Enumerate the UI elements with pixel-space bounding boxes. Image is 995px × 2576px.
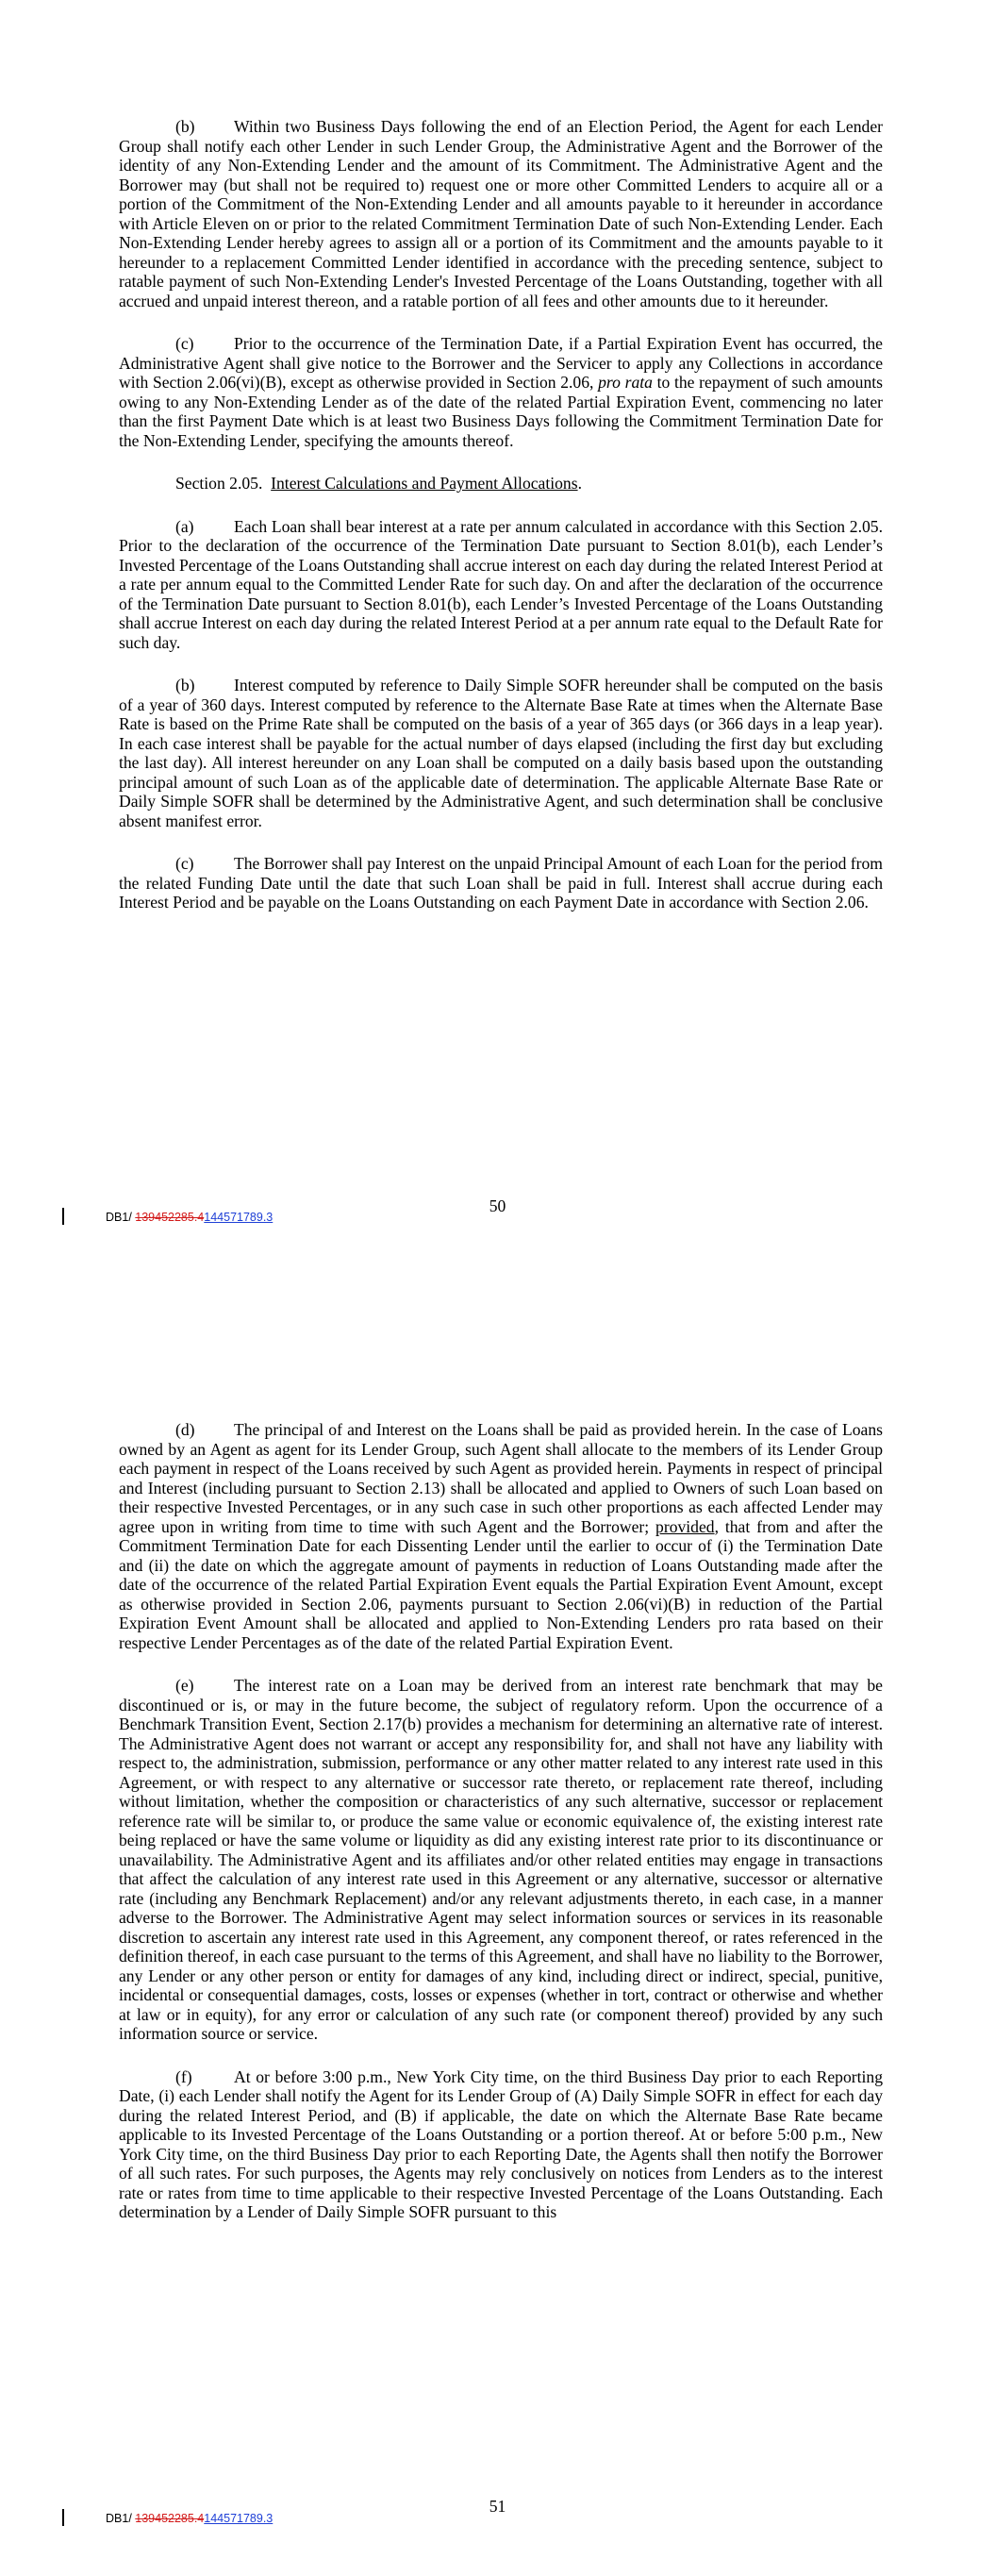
- footer-inserted-id: 144571789.3: [204, 1211, 274, 1224]
- document-page-50: [0, 0, 995, 1255]
- paragraph-f: [119, 2067, 883, 2222]
- paragraph-c: [119, 334, 883, 450]
- paragraph-label: (c): [175, 854, 194, 873]
- paragraph-b-interest: [119, 676, 883, 830]
- section-heading: [119, 474, 883, 493]
- footer-prefix: DB1/: [106, 1211, 136, 1224]
- italic-term: pro rata: [598, 373, 653, 392]
- paragraph-label: (f): [175, 2066, 192, 2086]
- paragraph-text: Interest computed by reference to Daily Simple SOFR hereunder shall be computed on the basis of a year of 360 days. Interest computed by reference to the Alternate Base Rate at times when the Alternate Base Rate is based on the Prime Rate shall be computed on the basis of a year of 365 days (or 366 days in a leap year). In each case interest shall be payable for the actual number of days elapsed (including the first day but excluding the last day). All interest hereunder on any Loan shall be computed on a daily basis based upon the outstanding principal amount of such Loan as of the applicable date of determination. The applicable Alternate Base Rate or Daily Simple SOFR shall be determined by the Administrative Agent, and such determination shall be conclusive absent manifest error.: [119, 676, 883, 830]
- document-footer-id: [62, 2512, 273, 2525]
- paragraph-label: (a): [175, 516, 194, 536]
- paragraph-b: [119, 117, 883, 310]
- section-title: Interest Calculations and Payment Allocations: [271, 474, 578, 493]
- footer-deleted-id: 139452285.4: [135, 2512, 205, 2525]
- page-body: [119, 117, 883, 936]
- page-body: [119, 1420, 883, 2246]
- paragraph-label: (c): [175, 334, 194, 353]
- paragraph-text: Each Loan shall bear interest at a rate per annum calculated in accordance with this Section 2.05. Prior to the declaration of the occurrence of the Termination Date pursuant to Section 8.01(b), each Lender’s Invested Percentage of the Loans Outstanding shall accrue interest on each day during the related Interest Period at a rate per annum equal to the Committed Lender Rate for such day. On and after the declaration of the occurrence of the Termination Date pursuant to Section 8.01(b), each Lender’s Invested Percentage of the Loans Outstanding shall accrue Interest on each day during the related Interest Period at a per annum rate equal to the Default Rate for such day.: [119, 516, 883, 652]
- footer-prefix: DB1/: [106, 2512, 136, 2525]
- footer-deleted-id: 139452285.4: [135, 1211, 205, 1224]
- paragraph-text: Prior to the occurrence of the Termination Date, if a Partial Expiration Event has occurred, the Administrative Agent shall give notice to the Borrower and the Servicer to apply any Collections in accordance with Section 2.06(vi)(B), except as otherwise provided in Section 2.06,: [119, 334, 883, 392]
- paragraph-text-cont: , that from and after the Commitment Termination Date for each Dissenting Lender until the earlier to occur of (i) the Termination Date and (ii) the date on which the aggregate amount of payments in reduction of Loans Outstanding made after the date of the occurrence of the related Partial Expiration Event equals the Partial Expiration Event Amount, except as otherwise provided in Section 2.06, payments pursuant to Section 2.06(vi)(B) in reduction of the Partial Expiration Event Amount shall be allocated and applied to Non-Extending Lenders pro rata based on their respective Lender Percentages as of the date of the related Partial Expiration Event.: [119, 1516, 884, 1652]
- paragraph-label: (d): [175, 1420, 195, 1439]
- underlined-term: provided: [655, 1516, 715, 1536]
- paragraph-text: At or before 3:00 p.m., New York City time, on the third Business Day prior to each Reporting Date, (i) each Lender shall notify the Agent for its Lender Group of (A) Daily Simple SOFR in effect for each day during the related Interest Period, and (B) if applicable, the date on which the Alternate Base Rate became applicable to its Invested Percentage of the Loans Outstanding or a portion thereof. At or before 5:00 p.m., New York City time, on the third Business Day prior to each Reporting Date, the Agents shall then notify the Borrower of all such rates. For such purposes, the Agents may rely conclusively on notices from Lenders as to the interest rate or rates from time to time applicable to their respective Invested Percentage of the Loans Outstanding. Each determination by a Lender of Daily Simple SOFR pursuant to this: [119, 2066, 883, 2221]
- paragraph-text: The interest rate on a Loan may be derived from an interest rate benchmark that may be discontinued or is, or may in the future become, the subject of regulatory reform. Upon the occurrence of a Benchmark Transition Event, Section 2.17(b) provides a mechanism for determining an alternative rate of interest. The Administrative Agent does not warrant or accept any responsibility for, and shall not have any liability with respect to, the administration, submission, performance or any other matter related to any interest rate used in this Agreement, or with respect to any alternative or successor rate thereto, or replacement rate thereof, including without limitation, whether the composition or characteristics of any such alternative, successor or replacement reference rate will be similar to, or produce the same value or economic equivalence of, the existing interest rate being replaced or have the same volume or liquidity as did any existing interest rate prior to its discontinuance or unavailability. The Administrative Agent and its affiliates and/or other related entities may engage in transactions that affect the calculation of any interest rate used in this Agreement or any alternative, successor or alternative rate (including any Benchmark Replacement) and/or any relevant adjustments thereto, in each case, in a manner adverse to the Borrower. The Administrative Agent may select information sources or services in its reasonable discretion to ascertain any interest rate used in this Agreement, any component thereof, or rates referenced in the definition thereof, in each case pursuant to the terms of this Agreement, and shall have no liability to the Borrower, any Lender or any other person or entity for damages of any kind, including direct or indirect, special, punitive, incidental or consequential damages, costs, losses or expenses (whether in tort, contract or otherwise and whether at law or in equity), for any error or calculation of any such rate (or component thereof) provided by any such information source or service.: [119, 1676, 883, 2043]
- paragraph-text: The principal of and Interest on the Loans shall be paid as provided herein. In the case of Loans owned by an Agent as agent for its Lender Group, such Agent shall allocate to the members of its Lender Group each payment in respect of the Loans received by such Agent as provided herein. Payments in respect of principal and Interest (including pursuant to Section 2.13) shall be allocated and applied to Owners of such Loan based on their respective Invested Percentages, or in any such case in such other proportions as each affected Lender may agree upon in writing from time to time with such Agent and the Borrower;: [119, 1420, 883, 1536]
- paragraph-e: [119, 1676, 883, 2044]
- page-number: 51: [489, 2497, 506, 2516]
- footer-inserted-id: 144571789.3: [204, 2512, 274, 2525]
- section-number: Section 2.05.: [175, 474, 263, 493]
- page-number: 50: [489, 1196, 506, 1215]
- section-title-period: .: [577, 474, 582, 493]
- paragraph-text: Within two Business Days following the end of an Election Period, the Agent for each Lender Group shall notify each other Lender in such Lender Group, the Administrative Agent and the Borrower of the identity of any Non-Extending Lender and the amount of its Commitment. The Administrative Agent and the Borrower may (but shall not be required to) request one or more other Committed Lenders to acquire all or a portion of the Commitment of the Non-Extending Lender and all amounts payable to it hereunder in accordance with Article Eleven on or prior to the related Commitment Termination Date of such Non-Extending Lender. Each Non-Extending Lender hereby agrees to assign all or a portion of its Commitment and the amounts payable to it hereunder to a replacement Committed Lender identified in accordance with the preceding sentence, subject to ratable payment of such Non-Extending Lender's Invested Percentage of the Loans Outstanding, together with all accrued and unpaid interest thereon, and a ratable portion of all fees and other amounts due to it hereunder.: [119, 117, 883, 310]
- paragraph-c-interest: [119, 854, 883, 912]
- paragraph-label: (e): [175, 1676, 194, 1695]
- paragraph-text: The Borrower shall pay Interest on the unpaid Principal Amount of each Loan for the period from the related Funding Date until the date that such Loan shall be paid in full. Interest shall accrue during each Interest Period and be payable on the Loans Outstanding on each Payment Date in accordance with Section 2.06.: [119, 854, 883, 912]
- paragraph-label: (b): [175, 676, 195, 694]
- paragraph-a: [119, 517, 883, 653]
- document-page-51: [0, 1359, 995, 2576]
- document-footer-id: [62, 1211, 273, 1224]
- paragraph-text-cont: to the repayment of such amounts owing to any Non-Extending Lender as of the date of the related Partial Expiration Event, commencing no later than the first Payment Date which is at least two Business Days following the Commitment Termination Date for the Non-Extending Lender, specifying the amounts thereof.: [119, 373, 884, 450]
- paragraph-d: [119, 1420, 883, 1652]
- paragraph-label: (b): [175, 117, 195, 136]
